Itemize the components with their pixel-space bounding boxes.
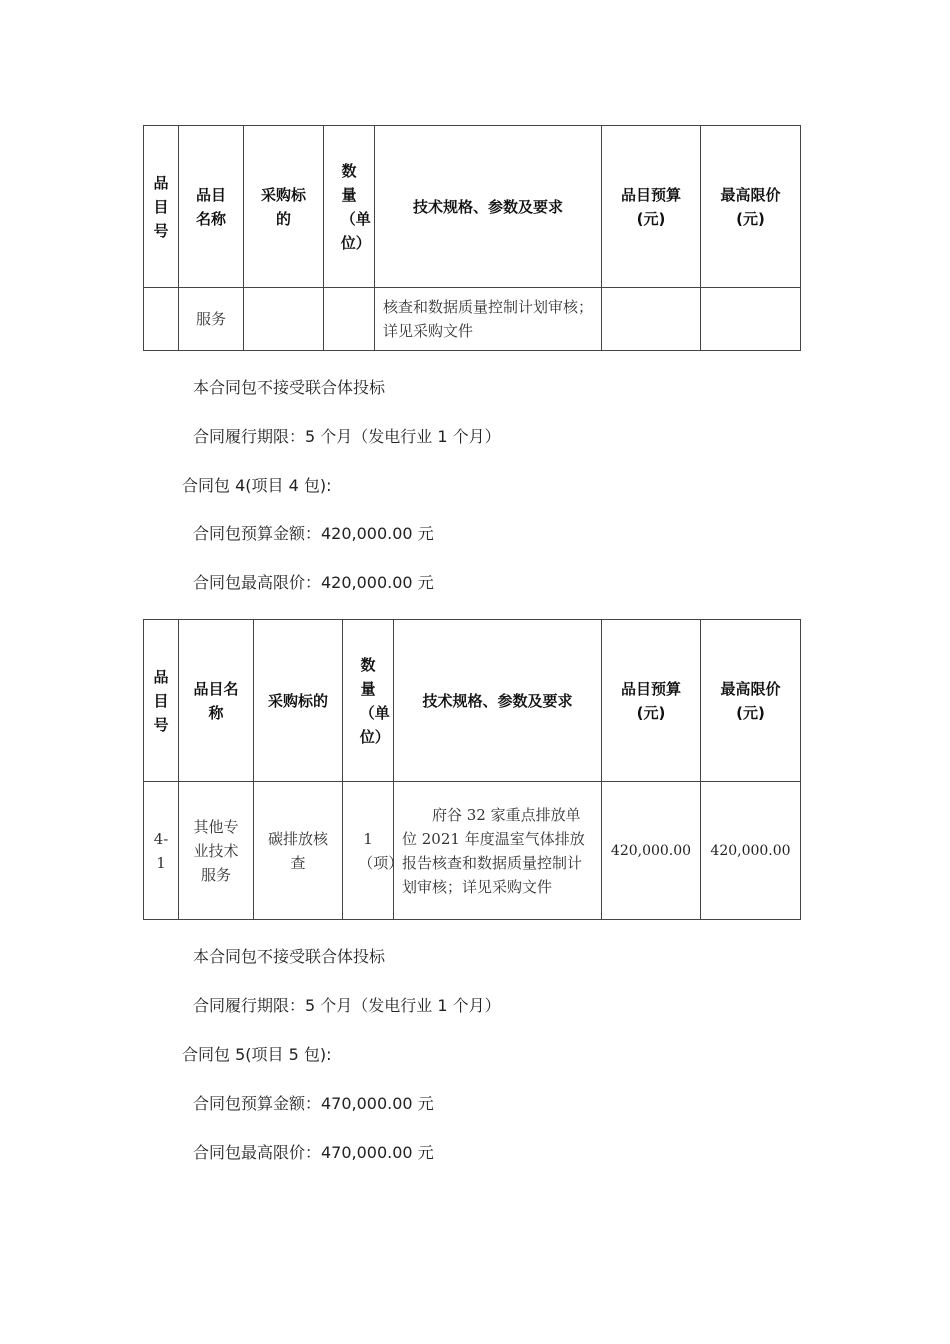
header-item-name: 品目名称	[179, 126, 244, 288]
pkg4-period-note: 合同履行期限：5 个月（发电行业 1 个月）	[193, 996, 501, 1015]
cell-item-no	[144, 288, 179, 351]
pkg5-budget: 合同包预算金额：470,000.00 元	[193, 1094, 434, 1113]
cell-budget: 420,000.00	[602, 782, 701, 920]
pkg5-title: 合同包 5(项目 5 包):	[182, 1045, 332, 1064]
cell-max-price: 420,000.00	[701, 782, 801, 920]
pkg3-consortium-note: 本合同包不接受联合体投标	[193, 378, 386, 397]
header-quantity: 数量（单位）	[324, 126, 375, 288]
table-row	[144, 782, 801, 920]
cell-subject	[244, 288, 324, 351]
cell-max-price	[701, 288, 801, 351]
cell-item-name: 其他专业技术服务	[179, 782, 254, 920]
pkg4-consortium-note: 本合同包不接受联合体投标	[193, 947, 386, 966]
header-spec: 技术规格、参数及要求	[394, 620, 602, 782]
header-max-price: 最高限价(元)	[701, 620, 801, 782]
pkg5-max-price: 合同包最高限价：470,000.00 元	[193, 1143, 434, 1162]
header-subject: 采购标的	[254, 620, 343, 782]
header-subject: 采购标的	[244, 126, 324, 288]
table-header-row	[144, 126, 801, 288]
pkg4-budget: 合同包预算金额：420,000.00 元	[193, 524, 434, 543]
cell-spec: 府谷 32 家重点排放单位 2021 年度温室气体排放报告核查和数据质量控制计划审核；详见采购文件	[394, 782, 602, 920]
header-item-no: 品目号	[144, 620, 179, 782]
cell-budget	[602, 288, 701, 351]
header-quantity: 数量（单位）	[343, 620, 394, 782]
cell-quantity: 1（项）	[343, 782, 394, 920]
header-budget: 品目预算(元)	[602, 126, 701, 288]
table-row	[144, 288, 801, 351]
pkg4-title: 合同包 4(项目 4 包):	[182, 476, 332, 495]
header-spec: 技术规格、参数及要求	[375, 126, 602, 288]
header-item-name: 品目名称	[179, 620, 254, 782]
cell-item-no: 4-1	[144, 782, 179, 920]
procurement-table-2	[143, 619, 801, 920]
cell-quantity	[324, 288, 375, 351]
header-item-no: 品目号	[144, 126, 179, 288]
pkg4-max-price: 合同包最高限价：420,000.00 元	[193, 573, 434, 592]
pkg3-period-note: 合同履行期限：5 个月（发电行业 1 个月）	[193, 427, 501, 446]
header-max-price: 最高限价(元)	[701, 126, 801, 288]
header-budget: 品目预算(元)	[602, 620, 701, 782]
table-header-row	[144, 620, 801, 782]
cell-spec: 核查和数据质量控制计划审核；详见采购文件	[375, 288, 602, 351]
cell-subject: 碳排放核查	[254, 782, 343, 920]
procurement-table-1	[143, 125, 801, 351]
cell-item-name: 服务	[179, 288, 244, 351]
